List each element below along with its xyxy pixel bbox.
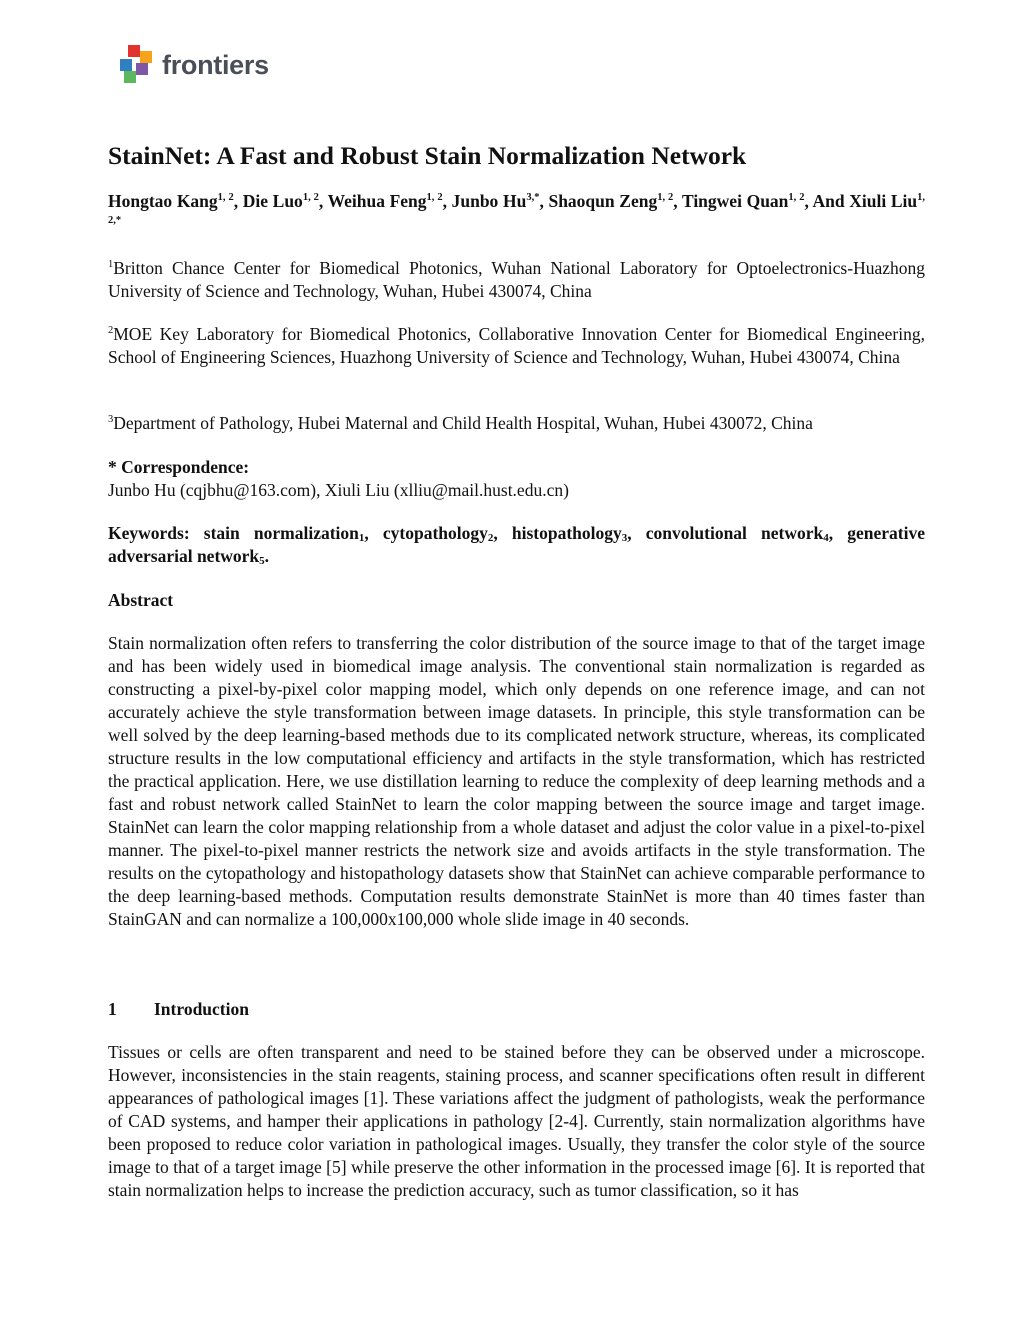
author: Die Luo$^{1, 2}$, bbox=[242, 191, 328, 211]
correspondence-text: Junbo Hu (cqjbhu@163.com), Xiuli Liu (xlliu@mail.hust.edu.cn) bbox=[108, 480, 569, 500]
section-title: Introduction bbox=[154, 999, 249, 1019]
author: Junbo $Hu^{3,*}$, bbox=[451, 191, 549, 211]
logo-text: frontiers bbox=[162, 49, 269, 80]
keyword: stain normalization$_1$, bbox=[203, 523, 383, 544]
abstract-heading: Abstract bbox=[108, 590, 174, 610]
affiliation-3: $^3$Department of Pathology, Hubei Maternal and Child Health Hospital, Wuhan, Hubei 430072, China bbox=[108, 413, 813, 433]
author: Shaoqun Zeng$^{1, 2}$, bbox=[548, 191, 682, 211]
correspondence-label: * Correspondence: bbox=[108, 457, 250, 477]
author: Hongtao Kang$^{1, 2}$, bbox=[108, 191, 243, 211]
keywords-label: Keywords: bbox=[108, 523, 190, 543]
author-list bbox=[108, 190, 925, 236]
affiliation-2: $^2$MOE Key Laboratory for Biomedical Photonics, Collaborative Innovation Center for Biomedical Engineering, School of Engineering Sciences, Huazhong University of Science and Technology, Wuhan, Hubei 430074, China bbox=[108, 324, 925, 367]
paper-title: StainNet: A Fast and Robust Stain Normalization Network bbox=[108, 141, 747, 170]
keyword: histopathology$_3$, bbox=[511, 523, 646, 544]
author: Tingwei Quan$^{1, 2}$, bbox=[681, 191, 813, 211]
keyword: convolutional network$_4$, bbox=[645, 523, 848, 544]
section-number: 1 bbox=[108, 999, 117, 1019]
abstract-text: Stain normalization often refers to transferring the color distribution of the source image to that of the target image and has been widely used in biomedical image analysis. The conventional stain normalization is regarded as constructing a pixel-by-pixel color mapping model, which only depends on one reference image, and can not accurately achieve the style transformation between image datasets. In principle, this style transformation can be well solved by the deep learning-based methods due to its complicated network structure, whereas, its complicated structure results in the low computational efficiency and artifacts in the style transformation, which has restricted the practical application. Here, we use distillation learning to reduce the complexity of deep learning methods and a fast and robust network called StainNet to learn the color mapping between the source image and target image. StainNet can learn the color mapping relationship from a whole dataset and adjust the color value in a pixel-to-pixel manner. The pixel-to-pixel manner restricts the network size and avoids artifacts in the style transformation. The results on the cytopathology and histopathology datasets show that StainNet can achieve comparable performance to the deep learning-based methods. Computation results demonstrate StainNet is more than 40 times faster than StainGAN and can normalize a 100,000x100,000 whole slide image in 40 seconds. bbox=[108, 633, 925, 929]
affiliation-1: $^1$Britton Chance Center for Biomedical Photonics, Wuhan National Laboratory for Optoelectronics-Huazhong University of Science and Technology, Wuhan, Hubei 430074, China bbox=[108, 258, 925, 301]
keyword: generative adversarial network$_5$. bbox=[108, 523, 925, 567]
correspondence bbox=[108, 456, 925, 502]
frontiers-cubes-icon bbox=[118, 43, 156, 87]
introduction-heading bbox=[108, 998, 249, 1021]
introduction-text: Tissues or cells are often transparent and need to be stained before they can be observed under a microscope. However, inconsistencies in the stain reagents, staining process, and scanner specifications often result in different appearances of pathological images [1]. These variations affect the judgment of pathologists, weak the performance of CAD systems, and hamper their applications in pathology [2-4]. Currently, stain normalization algorithms have been proposed to reduce color variation in pathological images. Usually, they transfer the color style of the source image to that of a target image [5] while preserve the other information in the processed image [6]. It is reported that stain normalization helps to increase the prediction accuracy, such as tumor classification, so it has bbox=[108, 1042, 925, 1200]
author: Weihua Feng$^{1, 2}$, bbox=[327, 191, 452, 211]
keywords bbox=[108, 522, 925, 568]
keyword: cytopathology$_2$, bbox=[382, 523, 512, 544]
author: And Xiuli Liu$^{1, 2,*}$ bbox=[108, 191, 926, 226]
frontiers-logo bbox=[118, 42, 269, 88]
